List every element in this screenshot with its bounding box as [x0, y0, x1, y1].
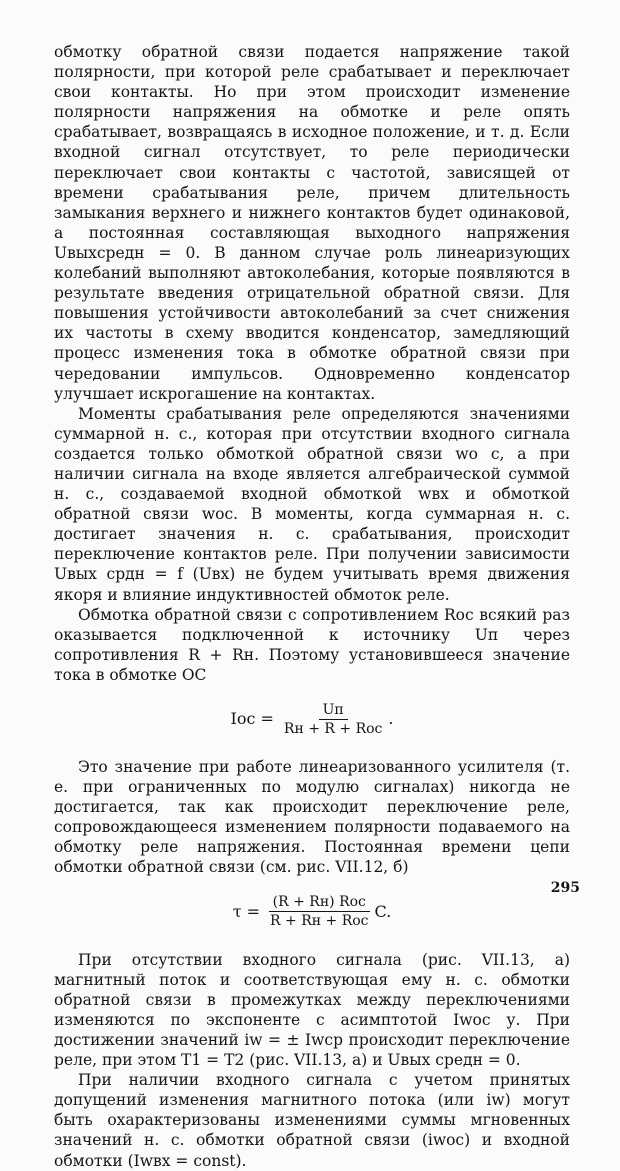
formula-current-lhs: Iос = — [230, 708, 274, 728]
paragraph-6: При наличии входного сигнала с учетом принятых допущений изменения магнитного потока (или iw) могут быть охарактеризованы изменениями суммы мгновенных значений н. с. обмотки обратной связи (iwос) и входной обмотки (Iwвх = const). — [54, 1071, 570, 1170]
page-number: 295 — [550, 880, 580, 896]
formula-tau-fraction — [266, 893, 373, 930]
formula-current-denominator: Rн + R + Rос — [283, 720, 383, 737]
formula-current-fraction — [280, 701, 387, 738]
formula-current — [54, 695, 570, 743]
paragraph-5: При отсутствии входного сигнала (рис. VII.13, а) магнитный поток и соответствующая ему н. с. обмотки обратной связи в промежутках между переключениями изменяются по экспоненте с асимптотой Iwос у. При достижении значений iw = ± Iwср происходит переключение реле, при этом T1 = T2 (рис. VII.13, а) и Uвых средн = 0. — [54, 950, 570, 1070]
formula-current-numerator: Uп — [319, 701, 348, 720]
paragraph-4: Это значение при работе линеаризованного усилителя (т. е. при ограниченных по модулю сигналах) никогда не достигается, так как происходит переключение реле, сопровождающееся изменением полярности подаваемого на обмотку реле напряжения. Постоянная времени цепи обмотки обратной связи (см. рис. VII.12, б) — [54, 758, 570, 877]
formula-tau-tail: C. — [374, 901, 392, 921]
formula-tau-numerator: (R + Rн) Rос — [269, 893, 370, 912]
paragraph-1: обмотку обратной связи подается напряжение такой полярности, при которой реле срабатывает и переключает свои контакты. Но при этом происходит изменение полярности напряжения на обмотке и реле опять срабатывает, возвращаясь в исходное положение, и т. д. Если входной сигнал отсутствует, то реле периодически переключает свои контакты с частотой, зависящей от времени срабатывания реле, причем длительность замыкания верхнего и нижнего контактов будет одинаковой, а постоянная составляющая выходного напряжения Uвыхсредн = 0. В данном случае роль линеаризующих колебаний выполняют автоколебания, которые появляются в результате введения отрицательной обратной связи. Для повышения устойчивости автоколебаний за счет снижения их частоты в схему вводится конденсатор, замедляющий процесс изменения тока в обмотке обратной связи при чередовании импульсов. Одновременно конденсатор улучшает искрогашение на контактах. — [54, 43, 570, 403]
paragraph-3: Обмотка обратной связи с сопротивлением Rос всякий раз оказывается подключенной к источнику Uп через сопротивления R + Rн. Поэтому установившееся значение тока в обмотке ОС — [54, 605, 570, 684]
body-text — [54, 42, 570, 1171]
formula-tau-lhs: τ = — [232, 901, 261, 921]
formula-current-tail: . — [388, 708, 394, 728]
formula-tau — [54, 888, 570, 936]
formula-tau-denominator: R + Rн + Rос — [270, 913, 369, 930]
paragraph-2: Моменты срабатывания реле определяются значениями суммарной н. с., которая при отсутствии входного сигнала создается только обмоткой обратной связи wо с, а при наличии сигнала на входе является алгебраической суммой н. с., создаваемой входной обмоткой wвх и обмоткой обратной связи wос. В моменты, когда суммарная н. с. достигает значения н. с. срабатывания, происходит переключение контактов реле. При получении зависимости Uвых срдн = f (Uвх) не будем учитывать время движения якоря и влияние индуктивностей обмоток реле. — [54, 404, 570, 604]
